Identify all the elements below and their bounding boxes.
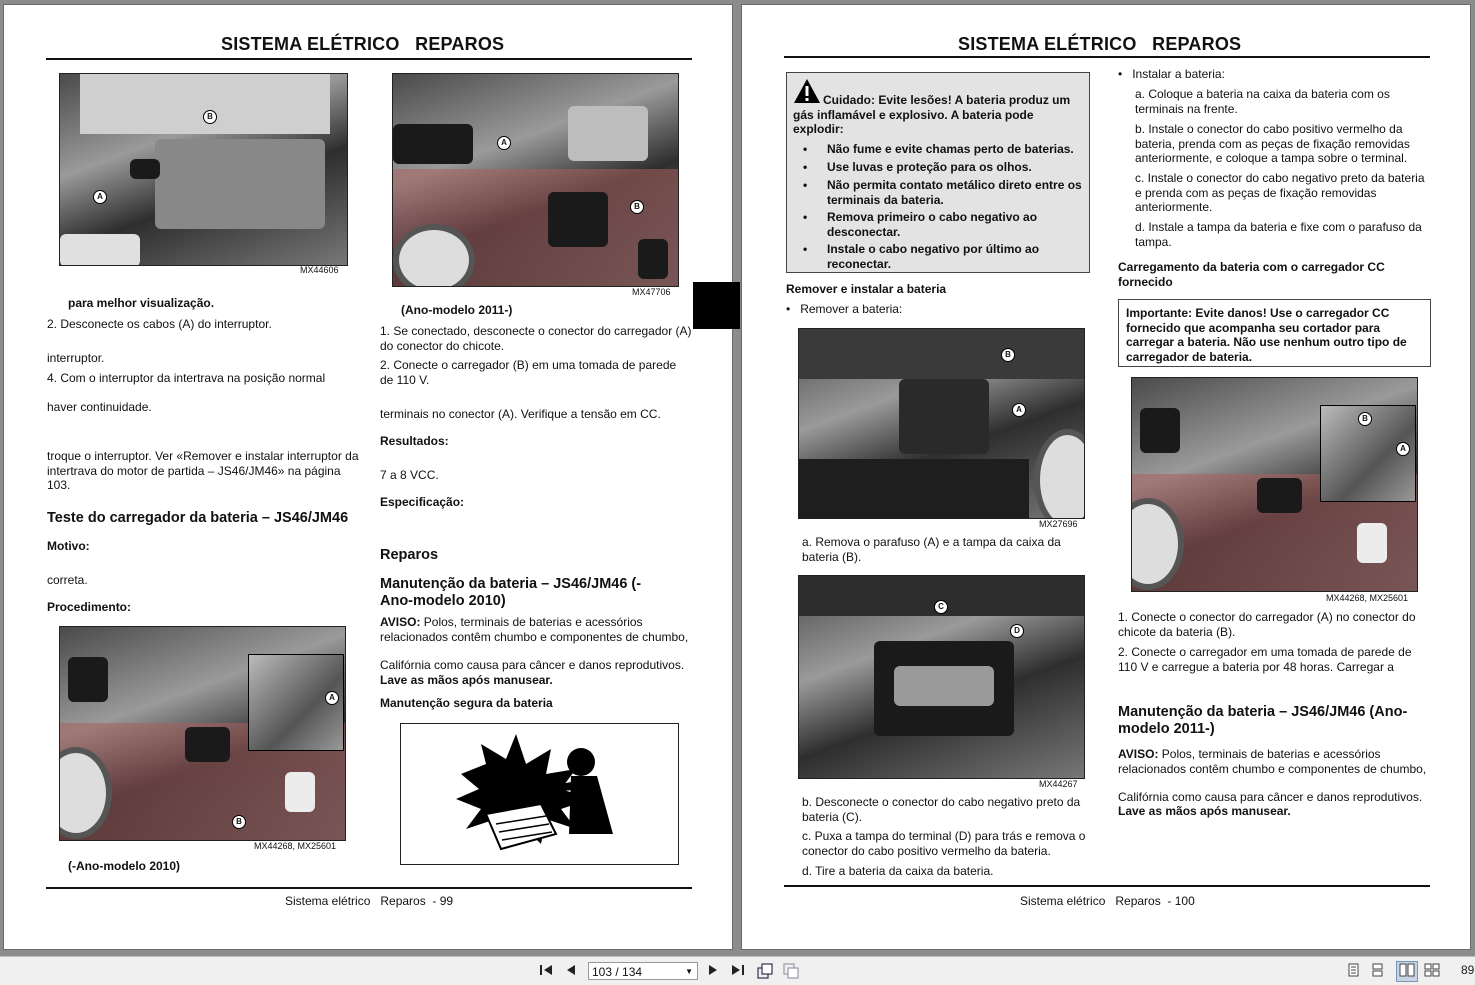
viewer-toolbar bbox=[0, 956, 1475, 985]
page-footer: Sistema elétrico Reparos - 99 bbox=[285, 894, 454, 908]
text-p6: troque o interruptor. Ver «Remover e instalar interruptor da intertrava do motor de partida – JS46/JM46» na página 103. bbox=[47, 449, 359, 492]
text-aviso bbox=[380, 615, 692, 644]
callout-a: A bbox=[497, 136, 511, 150]
aviso-label: AVISO: bbox=[1118, 747, 1159, 761]
text-step-2: 2. Conecte o carregador (B) em uma tomada de parede de 110 V. bbox=[380, 358, 677, 387]
figure-caption: MX44268, MX25601 bbox=[254, 841, 337, 851]
footer-rule bbox=[46, 887, 692, 889]
callout-b: B bbox=[630, 200, 644, 214]
heading-teste-carregador: Teste do carregador da bateria – JS46/JM46 bbox=[47, 510, 349, 526]
callout-b: B bbox=[232, 815, 246, 829]
text-step-1: 1. Se conectado, desconecte o conector do carregador (A) do conector do chicote. bbox=[380, 324, 692, 353]
text-inst-a: a. Coloque a bateria na caixa da bateria com os terminais na frente. bbox=[1135, 87, 1390, 116]
callout-b: B bbox=[1001, 348, 1015, 362]
zoom-level[interactable]: 89 bbox=[1461, 963, 1475, 977]
first-page-icon[interactable] bbox=[539, 963, 553, 980]
callout-a: A bbox=[93, 190, 107, 204]
figure-interlock-switch bbox=[59, 73, 348, 266]
gap-black-block bbox=[693, 282, 740, 329]
label-especificacao: Especificação: bbox=[380, 495, 465, 509]
callout-a: A bbox=[1396, 442, 1410, 456]
text-step-b: b. Desconecte o conector do cabo negativo preto da bateria (C). bbox=[802, 795, 1081, 824]
figure-caption: MX44268, MX25601 bbox=[1326, 593, 1409, 603]
label-resultados: Resultados: bbox=[380, 434, 449, 448]
figure-caption: MX27696 bbox=[1039, 519, 1078, 529]
figure-battery-terminals bbox=[798, 575, 1085, 779]
text-p3: interruptor. bbox=[47, 351, 105, 365]
text-step-3: terminais no conector (A). Verifique a tensão em CC. bbox=[380, 407, 661, 421]
text-step-a: a. Remova o parafuso (A) e a tampa da caixa da bateria (B). bbox=[802, 535, 1061, 564]
two-page-view-icon[interactable] bbox=[1396, 961, 1418, 982]
bullet-remover: • Remover a bateria: bbox=[786, 302, 903, 316]
aviso-text: Polos, terminais de baterias e acessórios relacionados contêm chumbo e componentes de chumbo, bbox=[1118, 747, 1427, 776]
text-p4: 4. Com o interruptor da intertrava na posição normal bbox=[47, 371, 326, 385]
text-california: Califórnia como causa para câncer e danos reprodutivos. bbox=[380, 658, 685, 672]
text-correta: correta. bbox=[47, 573, 88, 587]
page-title: SISTEMA ELÉTRICO REPAROS bbox=[958, 34, 1242, 54]
battery-explosion-illustration bbox=[400, 723, 679, 865]
figure-caption: MX44267 bbox=[1039, 779, 1078, 789]
warning-item: • Instale o cabo negativo por último ao reconectar. bbox=[803, 242, 1040, 271]
warning-item: • Não permita contato metálico direto entre os terminais da bateria. bbox=[803, 178, 1082, 207]
page-number-input[interactable] bbox=[588, 962, 698, 980]
text-model-2010: (-Ano-modelo 2010) bbox=[68, 859, 181, 873]
figure-caption: MX47706 bbox=[632, 287, 671, 297]
callout-c: C bbox=[934, 600, 948, 614]
footer-rule bbox=[784, 885, 1430, 887]
warning-lead: Cuidado: Evite lesões! A bateria produz um gás inflamável e explosivo. A bateria pode explodir: bbox=[793, 93, 1071, 136]
go-back-icon[interactable] bbox=[757, 963, 773, 982]
callout-b: B bbox=[1358, 412, 1372, 426]
text-step-d: d. Tire a bateria da caixa da bateria. bbox=[802, 864, 994, 878]
two-page-continuous-icon[interactable] bbox=[1424, 963, 1440, 980]
aviso-label: AVISO: bbox=[380, 615, 421, 629]
text-p5: haver continuidade. bbox=[47, 400, 152, 414]
page-footer: Sistema elétrico Reparos - 100 bbox=[1020, 894, 1195, 908]
heading-manutencao-2010: Manutenção da bateria – JS46/JM46 (-Ano-modelo 2010) bbox=[380, 576, 642, 609]
text-aviso bbox=[1118, 747, 1430, 776]
figure-charger-2011 bbox=[392, 73, 679, 287]
left-page bbox=[3, 4, 733, 950]
aviso-text: Polos, terminais de baterias e acessórios relacionados contêm chumbo e componentes de chumbo, bbox=[380, 615, 689, 644]
figure-caption: MX44606 bbox=[300, 265, 339, 275]
label-procedimento: Procedimento: bbox=[47, 600, 132, 614]
important-box bbox=[1118, 299, 1431, 367]
warning-box bbox=[786, 72, 1090, 273]
label-motivo: Motivo: bbox=[47, 539, 90, 553]
page-title: SISTEMA ELÉTRICO REPAROS bbox=[221, 34, 505, 54]
text-model-2011: (Ano-modelo 2011-) bbox=[401, 303, 513, 317]
figure-charger-connection bbox=[1131, 377, 1418, 592]
text-charge-2: 2. Conecte o carregador em uma tomada de parede de 110 V e carregue a bateria por 48 horas. Carregar a bbox=[1118, 645, 1412, 674]
warning-item: • Não fume e evite chamas perto de baterias. bbox=[803, 142, 1074, 156]
heading-reparos: Reparos bbox=[380, 547, 439, 563]
text-p1: para melhor visualização. bbox=[68, 296, 215, 310]
heading-manutencao-2011: Manutenção da bateria – JS46/JM46 (Ano-modelo 2011-) bbox=[1118, 704, 1408, 737]
text-lave-maos: Lave as mãos após manusear. bbox=[1118, 804, 1291, 818]
figure-charger-2010 bbox=[59, 626, 346, 841]
text-p2: 2. Desconecte os cabos (A) do interruptor. bbox=[47, 317, 272, 331]
chevron-down-icon[interactable]: ▼ bbox=[685, 967, 693, 976]
text-vcc: 7 a 8 VCC. bbox=[380, 468, 439, 482]
bullet-instalar: • Instalar a bateria: bbox=[1118, 67, 1225, 81]
last-page-icon[interactable] bbox=[731, 963, 745, 980]
warning-item: • Use luvas e proteção para os olhos. bbox=[803, 160, 1032, 174]
text-step-c: c. Puxa a tampa do terminal (D) para trás e remova o conector do cabo positivo vermelho da bateria. bbox=[802, 829, 1086, 858]
text-inst-b: b. Instale o conector do cabo positivo vermelho da bateria, prenda com as peças de fixação removidas anteriormente, e coloque a tampa sobre o terminal. bbox=[1135, 122, 1410, 165]
heading-carregamento: Carregamento da bateria com o carregador CC fornecido bbox=[1118, 260, 1385, 289]
previous-page-icon[interactable] bbox=[565, 963, 577, 980]
go-forward-icon[interactable] bbox=[783, 963, 799, 982]
text-lave-maos: Lave as mãos após manusear. bbox=[380, 673, 553, 687]
text-california: Califórnia como causa para câncer e danos reprodutivos. bbox=[1118, 790, 1423, 804]
title-rule bbox=[784, 56, 1430, 58]
callout-a: A bbox=[325, 691, 339, 705]
callout-b: B bbox=[203, 110, 217, 124]
callout-a: A bbox=[1012, 403, 1026, 417]
text-charge-1: 1. Conecte o conector do carregador (A) no conector do chicote da bateria (B). bbox=[1118, 610, 1416, 639]
callout-d: D bbox=[1010, 624, 1024, 638]
figure-battery-box bbox=[798, 328, 1085, 519]
continuous-view-icon[interactable] bbox=[1372, 963, 1384, 980]
title-rule bbox=[46, 58, 692, 60]
text-inst-c: c. Instale o conector do cabo negativo preto da bateria e prenda com as peças de fixação removidas anteriormente. bbox=[1135, 171, 1425, 214]
warning-item: • Remova primeiro o cabo negativo ao desconectar. bbox=[803, 210, 1038, 239]
page-indicator: 103 / 134 bbox=[592, 965, 643, 979]
next-page-icon[interactable] bbox=[707, 963, 719, 980]
text-inst-d: d. Instale a tampa da bateria e fixe com o parafuso da tampa. bbox=[1135, 220, 1422, 249]
important-text: Importante: Evite danos! Use o carregador CC fornecido que acompanha seu cortador para carregar a bateria. Não use nenhum outro tipo de carregador de bateria. bbox=[1126, 306, 1407, 364]
heading-manutencao-segura: Manutenção segura da bateria bbox=[380, 696, 553, 710]
heading-remover-instalar: Remover e instalar a bateria bbox=[786, 282, 947, 296]
right-page bbox=[741, 4, 1471, 950]
single-page-view-icon[interactable] bbox=[1348, 963, 1360, 980]
